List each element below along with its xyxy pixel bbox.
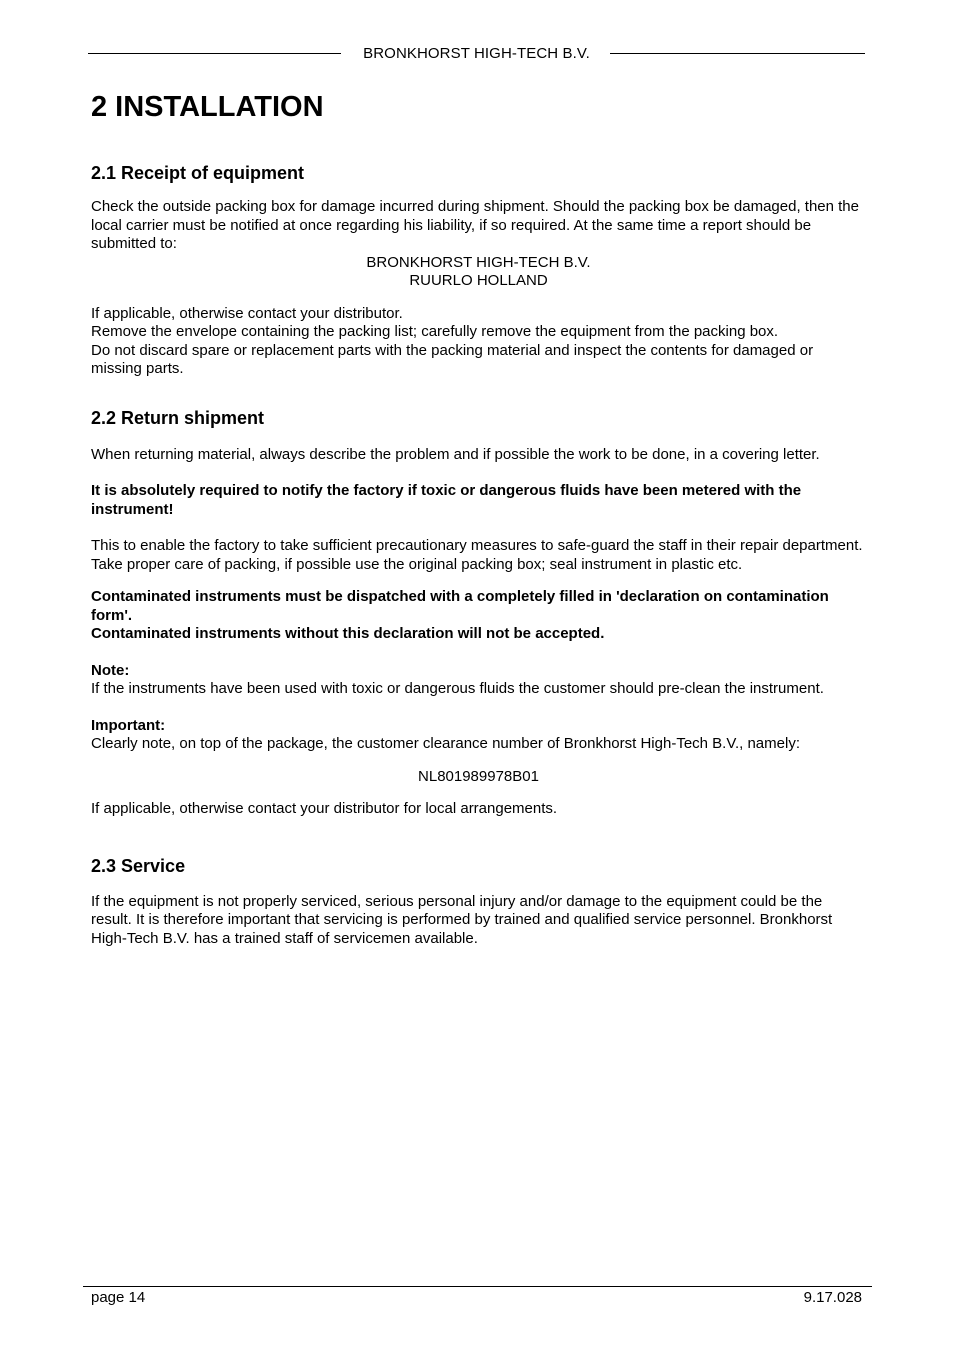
section-heading-return: 2.2 Return shipment bbox=[91, 407, 265, 428]
receipt-paragraph: Check the outside packing box for damage incurred during shipment. Should the packing box be damaged, then the local carrier must be notified at once regarding his liability, if so required. At the same time a report should be submitted to: bbox=[91, 198, 859, 252]
receipt-applicable-line: If applicable, otherwise contact your distributor. bbox=[91, 304, 403, 322]
return-precaution-paragraph: This to enable the factory to take sufficient precautionary measures to safe-guard the staff in their repair department. Take proper care of packing, if possible use the original packing box; seal instrument in plastic etc. bbox=[91, 537, 863, 573]
contaminated-notice-2: Contaminated instruments without this declaration will not be accepted. bbox=[91, 625, 605, 642]
chapter-title: 2 INSTALLATION bbox=[91, 91, 324, 123]
receipt-discard-line: Do not discard spare or replacement parts with the packing material and inspect the contents for damaged or missing parts. bbox=[91, 341, 814, 377]
page-content bbox=[91, 88, 866, 948]
important-label: Important: bbox=[91, 716, 166, 734]
return-paragraph: When returning material, always describe the problem and if possible the work to be done, in a covering letter. bbox=[91, 445, 820, 463]
section-heading-service: 2.3 Service bbox=[91, 855, 186, 876]
return-final-line: If applicable, otherwise contact your distributor for local arrangements. bbox=[91, 800, 558, 817]
return-warning: It is absolutely required to notify the factory if toxic or dangerous fluids have been metered with the instrument! bbox=[91, 482, 802, 518]
page-header bbox=[88, 44, 865, 64]
service-paragraph: If the equipment is not properly serviced, serious personal injury and/or damage to the equipment could be the result. It is therefore important that servicing is performed by trained and qualified service personnel. Bronkhorst High-Tech B.V. has a trained staff of servicemen available. bbox=[91, 892, 833, 947]
note-label: Note: bbox=[91, 661, 130, 679]
document-number: 9.17.028 bbox=[803, 1289, 862, 1306]
contaminated-notice-1: Contaminated instruments must be dispatched with a completely filled in 'declaration on contamination form'. bbox=[91, 588, 829, 624]
page-footer bbox=[83, 1286, 872, 1306]
section-heading-receipt: 2.1 Receipt of equipment bbox=[91, 163, 305, 183]
receipt-remove-line: Remove the envelope containing the packing list; carefully remove the equipment from the packing box. bbox=[91, 323, 779, 340]
header-rule-right bbox=[610, 53, 865, 54]
page-number: page 14 bbox=[91, 1289, 146, 1306]
address-line-2: RUURLO HOLLAND bbox=[409, 272, 548, 289]
clearance-number: NL801989978B01 bbox=[418, 767, 539, 785]
important-text: Clearly note, on top of the package, the customer clearance number of Bronkhorst High-Tech B.V., namely: bbox=[91, 735, 800, 752]
address-line-1: BRONKHORST HIGH-TECH B.V. bbox=[366, 253, 591, 271]
note-text: If the instruments have been used with toxic or dangerous fluids the customer should pre-clean the instrument. bbox=[91, 680, 824, 697]
header-company: BRONKHORST HIGH-TECH B.V. bbox=[363, 45, 590, 62]
